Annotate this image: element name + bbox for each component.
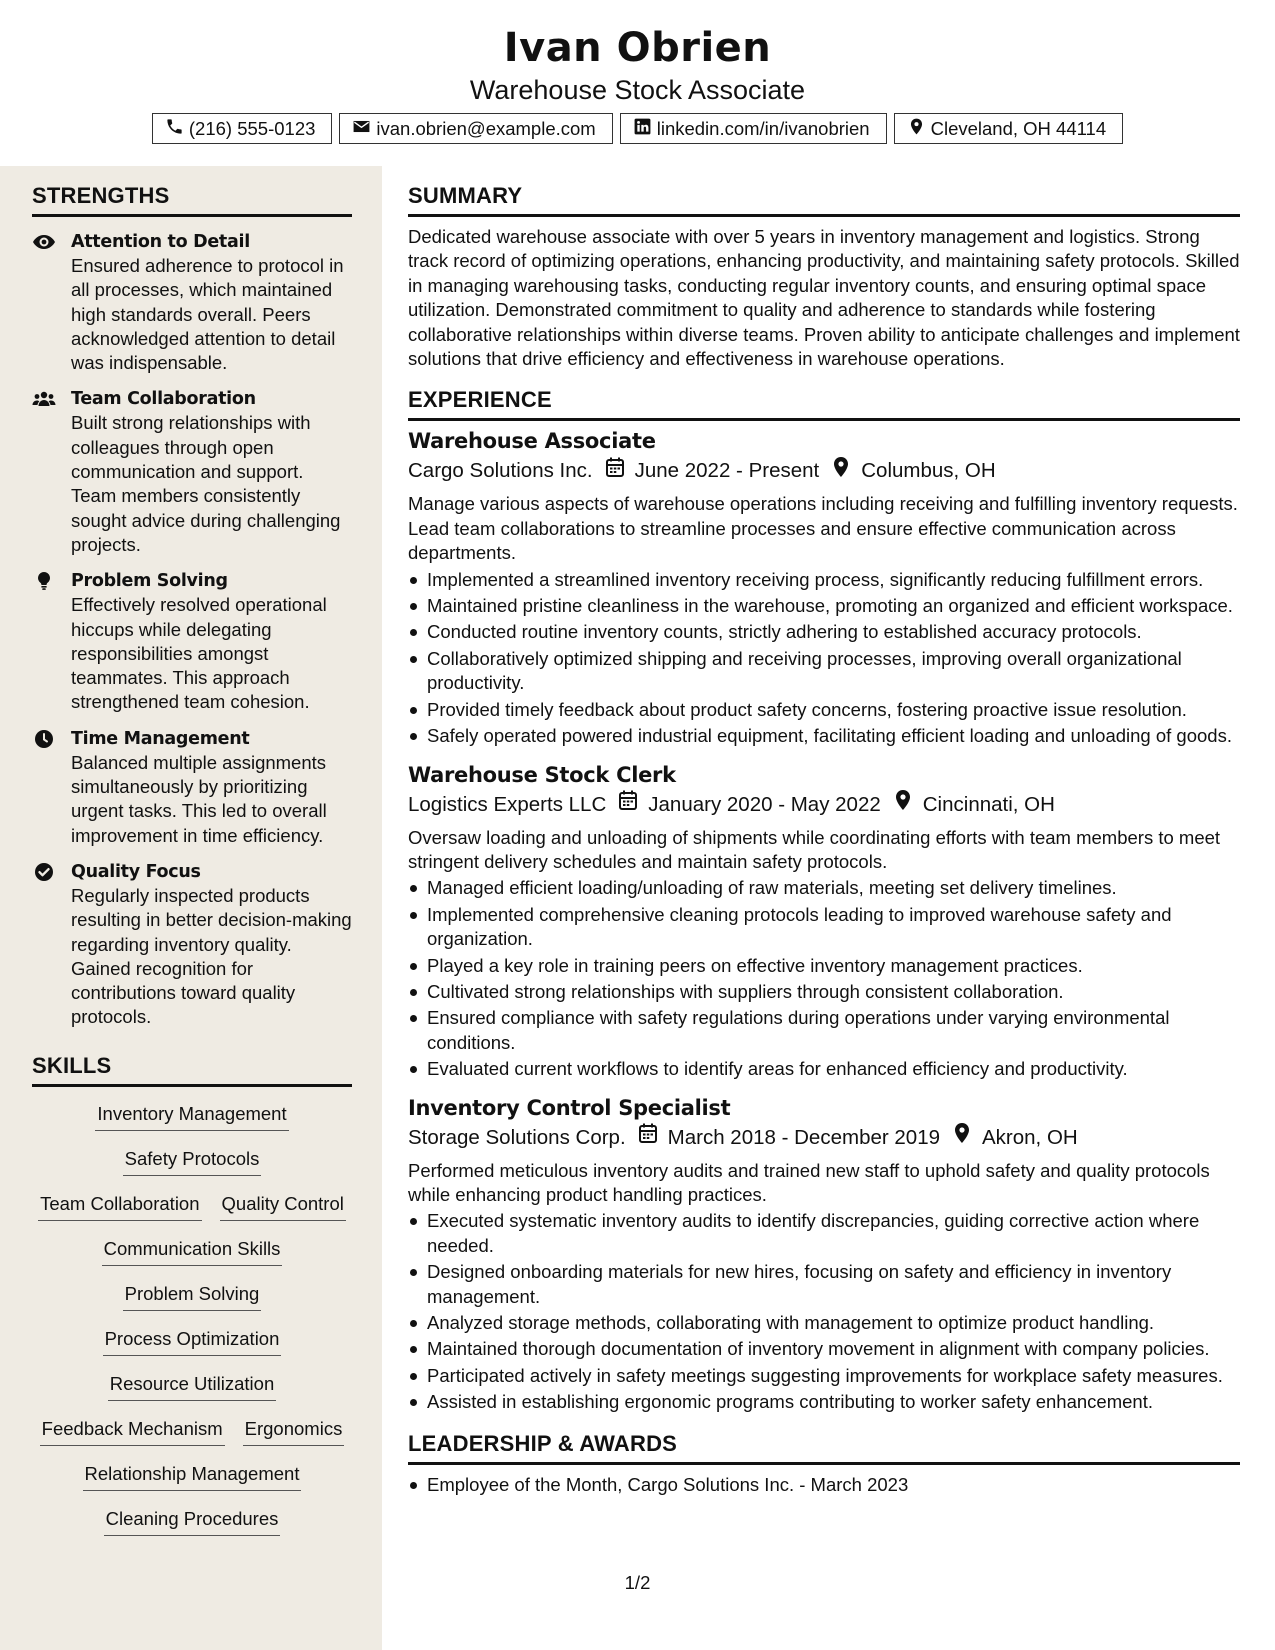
list-item: Provided timely feedback about product safety concerns, fostering proactive issue resolution. (408, 698, 1240, 722)
envelope-icon (352, 117, 371, 141)
strengths-heading: STRENGTHS (32, 183, 352, 217)
strengths-list (32, 230, 352, 1030)
skill-tag: Team Collaboration (38, 1191, 201, 1221)
map-pin-icon (940, 1122, 982, 1153)
list-item: Ensured compliance with safety regulations during operations under varying environmental conditions. (408, 1006, 1240, 1055)
experience-heading: EXPERIENCE (408, 387, 1240, 421)
strength-desc: Ensured adherence to protocol in all processes, which maintained high standards overall. Peers acknowledged attention to detail was indispensable. (71, 255, 344, 374)
skill-tag: Cleaning Procedures (104, 1506, 281, 1536)
contact-linkedin[interactable] (620, 113, 887, 144)
list-item: Cultivated strong relationships with suppliers through consistent collaboration. (408, 980, 1240, 1004)
map-pin-icon (907, 117, 926, 141)
skill-tag: Inventory Management (95, 1101, 288, 1131)
skill-tag: Relationship Management (83, 1461, 302, 1491)
list-item: Played a key role in training peers on effective inventory management practices. (408, 954, 1240, 978)
awards-list (408, 1473, 1240, 1497)
list-item: Maintained pristine cleanliness in the warehouse, promoting an organized and efficient workspace. (408, 594, 1240, 618)
job-meta (408, 455, 1240, 487)
contact-bar (0, 113, 1275, 144)
job-bullets (408, 568, 1240, 749)
list-item: Employee of the Month, Cargo Solutions Inc. - March 2023 (408, 1473, 1240, 1497)
skills-list (32, 1101, 352, 1551)
strength-item (32, 230, 352, 375)
contact-location (894, 113, 1124, 144)
company-name: Logistics Experts LLC (408, 792, 607, 816)
list-item: Collaboratively optimized shipping and receiving processes, improving overall organizational productivity. (408, 647, 1240, 696)
summary-text: Dedicated warehouse associate with over 5 years in inventory management and logistics. Strong track record of optimizing operations, enhancing productivity, and maintaining safety protocols. Skilled in managing warehousing tasks, conducting regular inventory counts, and ensuring optimal space utilization. Demonstrated commitment to quality and adherence to standards while fostering collaborative relationships within diverse teams. Proven ability to anticipate challenges and implement solutions that drive efficiency and effectiveness in warehouse operations. (408, 226, 1240, 370)
strength-desc: Balanced multiple assignments simultaneously by prioritizing urgent tasks. This led to overall improvement in time efficiency. (71, 751, 327, 846)
company-name: Cargo Solutions Inc. (408, 459, 593, 483)
job-dates: January 2020 - May 2022 (648, 792, 881, 816)
job-location: Akron, OH (982, 1125, 1078, 1149)
skill-tag: Problem Solving (123, 1281, 262, 1311)
strength-item (32, 727, 352, 848)
list-item: Conducted routine inventory counts, strictly adhering to established accuracy protocols. (408, 620, 1240, 644)
strength-item (32, 860, 352, 1030)
job-description: Performed meticulous inventory audits and trained new staff to uphold safety and quality protocols while enhancing product handling practices. (408, 1159, 1210, 1205)
job-meta (408, 1122, 1240, 1154)
company-name: Storage Solutions Corp. (408, 1125, 626, 1149)
strength-title: Problem Solving (71, 571, 228, 592)
list-item: Implemented a streamlined inventory receiving process, significantly reducing fulfillment errors. (408, 568, 1240, 592)
job-bullets (408, 876, 1240, 1081)
list-item: Evaluated current workflows to identify areas for enhanced efficiency and productivity. (408, 1057, 1240, 1081)
map-pin-icon (881, 789, 923, 820)
list-item: Executed systematic inventory audits to identify discrepancies, guiding corrective action where needed. (408, 1209, 1240, 1258)
strength-title: Attention to Detail (71, 232, 250, 252)
candidate-title: Warehouse Stock Associate (469, 75, 806, 105)
users-icon (32, 389, 56, 409)
sidebar (0, 166, 382, 1650)
main-content (408, 166, 1240, 1497)
job-bullets (408, 1209, 1240, 1414)
job-title: Warehouse Associate (408, 429, 656, 454)
job-location: Cincinnati, OH (922, 792, 1055, 816)
eye-icon (32, 232, 56, 252)
candidate-name: Ivan Obrien (503, 25, 772, 71)
list-item: Analyzed storage methods, collaborating with management to optimize product handling. (408, 1311, 1240, 1335)
job-entry (408, 761, 1240, 1082)
list-item: Managed efficient loading/unloading of raw materials, meeting set delivery timelines. (408, 876, 1240, 900)
awards-heading: LEADERSHIP & AWARDS (408, 1431, 1240, 1465)
skill-tag: Resource Utilization (108, 1371, 277, 1401)
strength-desc: Regularly inspected products resulting in better decision-making regarding inventory quality. Gained recognition for contributions toward quality protocols. (71, 884, 352, 1028)
strength-desc: Effectively resolved operational hiccups while delegating responsibilities amongst teammates. This approach strengthened team cohesion. (71, 594, 327, 713)
contact-email-text: ivan.obrien@example.com (376, 117, 596, 139)
lightbulb-icon (32, 571, 56, 591)
job-entry (408, 427, 1240, 748)
contact-phone[interactable] (152, 113, 333, 144)
skill-tag: Communication Skills (102, 1236, 283, 1266)
list-item: Designed onboarding materials for new hires, focusing on safety and efficiency in inventory management. (408, 1260, 1240, 1309)
skills-heading: SKILLS (32, 1053, 352, 1087)
clock-icon (32, 729, 56, 749)
linkedin-icon (633, 117, 652, 141)
strength-desc: Built strong relationships with colleagues through open communication and support. Team members consistently sought advice during challenging projects. (71, 412, 341, 555)
contact-email[interactable] (339, 113, 612, 144)
skill-tag: Quality Control (220, 1191, 346, 1221)
job-title: Warehouse Stock Clerk (408, 762, 676, 787)
skill-tag: Feedback Mechanism (40, 1416, 225, 1446)
strength-item (32, 569, 352, 714)
job-entry (408, 1094, 1240, 1415)
job-description: Oversaw loading and unloading of shipments while coordinating efforts with team members to meet stringent delivery schedules and maintain safety protocols. (408, 826, 1221, 872)
page-number: 1/2 (624, 1572, 651, 1593)
skill-tag: Process Optimization (103, 1326, 282, 1356)
contact-phone-text: (216) 555-0123 (188, 117, 316, 139)
skill-tag: Ergonomics (243, 1416, 345, 1446)
list-item: Maintained thorough documentation of inventory movement in alignment with company policies. (408, 1337, 1240, 1361)
list-item: Implemented comprehensive cleaning protocols leading to improved warehouse safety and organization. (408, 903, 1240, 952)
summary-heading: SUMMARY (408, 183, 1240, 217)
calendar-icon (593, 456, 635, 487)
strength-item (32, 387, 352, 557)
check-circle-icon (32, 862, 56, 882)
phone-icon (165, 117, 184, 141)
skill-tag: Safety Protocols (123, 1146, 262, 1176)
strength-title: Time Management (71, 728, 250, 749)
contact-linkedin-text: linkedin.com/in/ivanobrien (656, 117, 870, 139)
job-meta (408, 789, 1240, 821)
job-location: Columbus, OH (861, 459, 996, 483)
list-item: Safely operated powered industrial equipment, facilitating efficient loading and unloading of goods. (408, 724, 1240, 748)
calendar-icon (606, 789, 648, 820)
strength-title: Team Collaboration (71, 389, 256, 410)
list-item: Participated actively in safety meetings suggesting improvements for workplace safety measures. (408, 1364, 1240, 1388)
job-dates: March 2018 - December 2019 (667, 1125, 940, 1149)
list-item: Assisted in establishing ergonomic programs contributing to worker safety enhancement. (408, 1390, 1240, 1414)
job-description: Manage various aspects of warehouse operations including receiving and fulfilling inventory requests. Lead team collaborations to streamline processes and ensure effective communication across departments. (408, 493, 1238, 564)
job-title: Inventory Control Specialist (408, 1095, 731, 1120)
map-pin-icon (819, 456, 861, 487)
strength-title: Quality Focus (71, 861, 201, 882)
job-dates: June 2022 - Present (634, 459, 820, 483)
resume-header (0, 0, 1275, 160)
contact-location-text: Cleveland, OH 44114 (930, 117, 1107, 139)
calendar-icon (626, 1122, 668, 1153)
